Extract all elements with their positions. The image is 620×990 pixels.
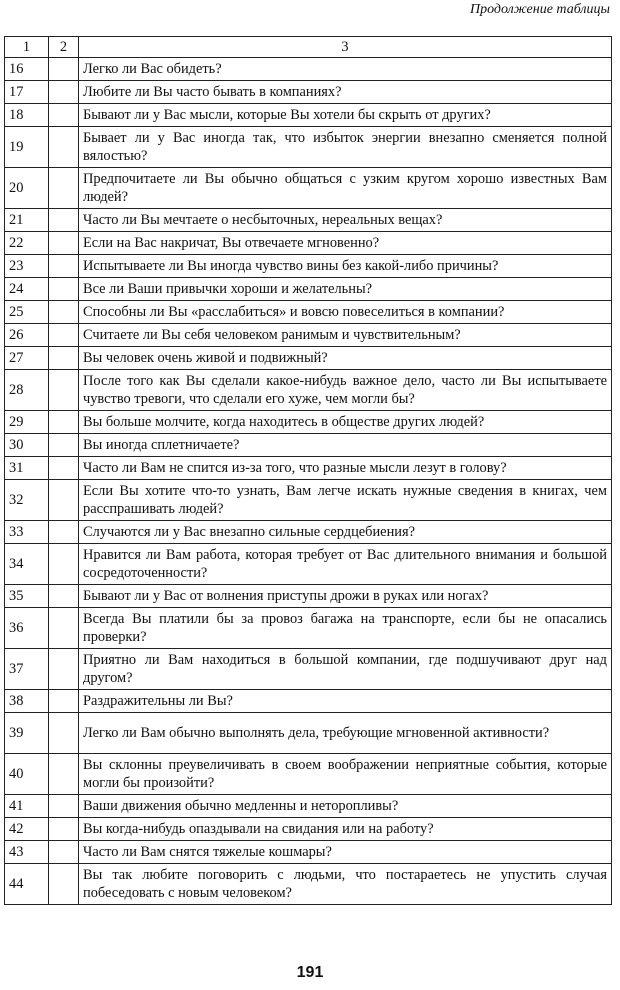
table-row — [5, 370, 612, 411]
question-number: 18 — [5, 104, 49, 127]
table-row — [5, 168, 612, 209]
question-number: 33 — [5, 521, 49, 544]
table-row — [5, 713, 612, 754]
question-text: Часто ли Вам снятся тяжелые кошмары? — [79, 841, 612, 864]
question-number: 16 — [5, 58, 49, 81]
answer-cell — [49, 754, 79, 795]
question-number: 43 — [5, 841, 49, 864]
table-row — [5, 347, 612, 370]
question-text: Считаете ли Вы себя человеком ранимым и чувствительным? — [79, 324, 612, 347]
answer-cell — [49, 864, 79, 905]
column-header-3: 3 — [79, 37, 612, 58]
question-number: 31 — [5, 457, 49, 480]
answer-cell — [49, 347, 79, 370]
question-number: 35 — [5, 585, 49, 608]
continuation-note: Продолжение таблицы — [469, 2, 610, 17]
question-number: 29 — [5, 411, 49, 434]
question-text: Раздражительны ли Вы? — [79, 690, 612, 713]
question-number: 41 — [5, 795, 49, 818]
answer-cell — [49, 608, 79, 649]
question-number: 44 — [5, 864, 49, 905]
question-text: Часто ли Вы мечтаете о несбыточных, нереальных вещах? — [79, 209, 612, 232]
question-text: Вы человек очень живой и подвижный? — [79, 347, 612, 370]
question-text: Легко ли Вас обидеть? — [79, 58, 612, 81]
question-text: Бывают ли у Вас мысли, которые Вы хотели бы скрыть от других? — [79, 104, 612, 127]
question-number: 39 — [5, 713, 49, 754]
question-text: Вы так любите поговорить с людьми, что постараетесь не упустить случая побеседовать с новым человеком? — [79, 864, 612, 905]
question-number: 21 — [5, 209, 49, 232]
question-number: 37 — [5, 649, 49, 690]
question-text: Легко ли Вам обычно выполнять дела, требующие мгновенной активности? — [79, 713, 612, 754]
question-text: Вы когда-нибудь опаздывали на свидания или на работу? — [79, 818, 612, 841]
question-number: 28 — [5, 370, 49, 411]
answer-cell — [49, 104, 79, 127]
answer-cell — [49, 255, 79, 278]
question-text: Если Вы хотите что-то узнать, Вам легче искать нужные сведения в книгах, чем расспрашивать людей? — [79, 480, 612, 521]
answer-cell — [49, 209, 79, 232]
question-number: 32 — [5, 480, 49, 521]
answer-cell — [49, 585, 79, 608]
question-text: Приятно ли Вам находиться в большой компании, где подшучивают друг над другом? — [79, 649, 612, 690]
answer-cell — [49, 649, 79, 690]
question-number: 24 — [5, 278, 49, 301]
question-number: 42 — [5, 818, 49, 841]
table-row — [5, 58, 612, 81]
table-row — [5, 301, 612, 324]
answer-cell — [49, 127, 79, 168]
table-row — [5, 81, 612, 104]
table-row — [5, 209, 612, 232]
question-number: 20 — [5, 168, 49, 209]
table-row — [5, 818, 612, 841]
question-text: Нравится ли Вам работа, которая требует от Вас длительного внимания и большой сосредоточенности? — [79, 544, 612, 585]
answer-cell — [49, 301, 79, 324]
question-text: Вы больше молчите, когда находитесь в обществе других людей? — [79, 411, 612, 434]
table-row — [5, 521, 612, 544]
question-text: Все ли Ваши привычки хороши и желательны? — [79, 278, 612, 301]
answer-cell — [49, 232, 79, 255]
answer-cell — [49, 544, 79, 585]
table-row — [5, 841, 612, 864]
question-number: 17 — [5, 81, 49, 104]
question-number: 30 — [5, 434, 49, 457]
answer-cell — [49, 818, 79, 841]
table-row — [5, 864, 612, 905]
question-number: 27 — [5, 347, 49, 370]
answer-cell — [49, 434, 79, 457]
table-row — [5, 278, 612, 301]
table-row — [5, 480, 612, 521]
table-row — [5, 754, 612, 795]
answer-cell — [49, 841, 79, 864]
table-row — [5, 255, 612, 278]
table-row — [5, 104, 612, 127]
question-text: Вы склонны преувеличивать в своем воображении неприятные события, которые могли бы произойти? — [79, 754, 612, 795]
question-text: После того как Вы сделали какое-нибудь важное дело, часто ли Вы испытываете чувство тревоги, что сделали его хуже, чем могли бы? — [79, 370, 612, 411]
table-row — [5, 608, 612, 649]
question-text: Способны ли Вы «расслабиться» и вовсю повеселиться в компании? — [79, 301, 612, 324]
answer-cell — [49, 168, 79, 209]
table-row — [5, 795, 612, 818]
table-row — [5, 690, 612, 713]
question-number: 19 — [5, 127, 49, 168]
column-header-2: 2 — [49, 37, 79, 58]
answer-cell — [49, 795, 79, 818]
table-header-row — [5, 37, 612, 58]
answer-cell — [49, 690, 79, 713]
question-text: Испытываете ли Вы иногда чувство вины без какой-либо причины? — [79, 255, 612, 278]
question-number: 26 — [5, 324, 49, 347]
question-number: 25 — [5, 301, 49, 324]
table-row — [5, 411, 612, 434]
question-text: Если на Вас накричат, Вы отвечаете мгновенно? — [79, 232, 612, 255]
question-text: Бывает ли у Вас иногда так, что избыток энергии внезапно сменяется полной вялостью? — [79, 127, 612, 168]
table-row — [5, 585, 612, 608]
answer-cell — [49, 713, 79, 754]
question-number: 22 — [5, 232, 49, 255]
answer-cell — [49, 480, 79, 521]
table-row — [5, 457, 612, 480]
question-text: Случаются ли у Вас внезапно сильные сердцебиения? — [79, 521, 612, 544]
question-number: 36 — [5, 608, 49, 649]
question-text: Бывают ли у Вас от волнения приступы дрожи в руках или ногах? — [79, 585, 612, 608]
table-row — [5, 434, 612, 457]
column-header-1: 1 — [5, 37, 49, 58]
question-number: 40 — [5, 754, 49, 795]
answer-cell — [49, 457, 79, 480]
page-number: 191 — [296, 964, 324, 981]
question-text: Предпочитаете ли Вы обычно общаться с узким кругом хорошо известных Вам людей? — [79, 168, 612, 209]
table-row — [5, 649, 612, 690]
question-number: 38 — [5, 690, 49, 713]
answer-cell — [49, 521, 79, 544]
table-row — [5, 324, 612, 347]
answer-cell — [49, 81, 79, 104]
answer-cell — [49, 370, 79, 411]
question-text: Всегда Вы платили бы за провоз багажа на транспорте, если бы не опасались проверки? — [79, 608, 612, 649]
question-number: 23 — [5, 255, 49, 278]
table-row — [5, 232, 612, 255]
answer-cell — [49, 278, 79, 301]
table-row — [5, 127, 612, 168]
question-text: Вы иногда сплетничаете? — [79, 434, 612, 457]
question-text: Любите ли Вы часто бывать в компаниях? — [79, 81, 612, 104]
question-text: Часто ли Вам не спится из-за того, что разные мысли лезут в голову? — [79, 457, 612, 480]
question-text: Ваши движения обычно медленны и неторопливы? — [79, 795, 612, 818]
answer-cell — [49, 411, 79, 434]
answer-cell — [49, 324, 79, 347]
table-row — [5, 544, 612, 585]
questionnaire-table — [4, 36, 612, 905]
question-number: 34 — [5, 544, 49, 585]
answer-cell — [49, 58, 79, 81]
